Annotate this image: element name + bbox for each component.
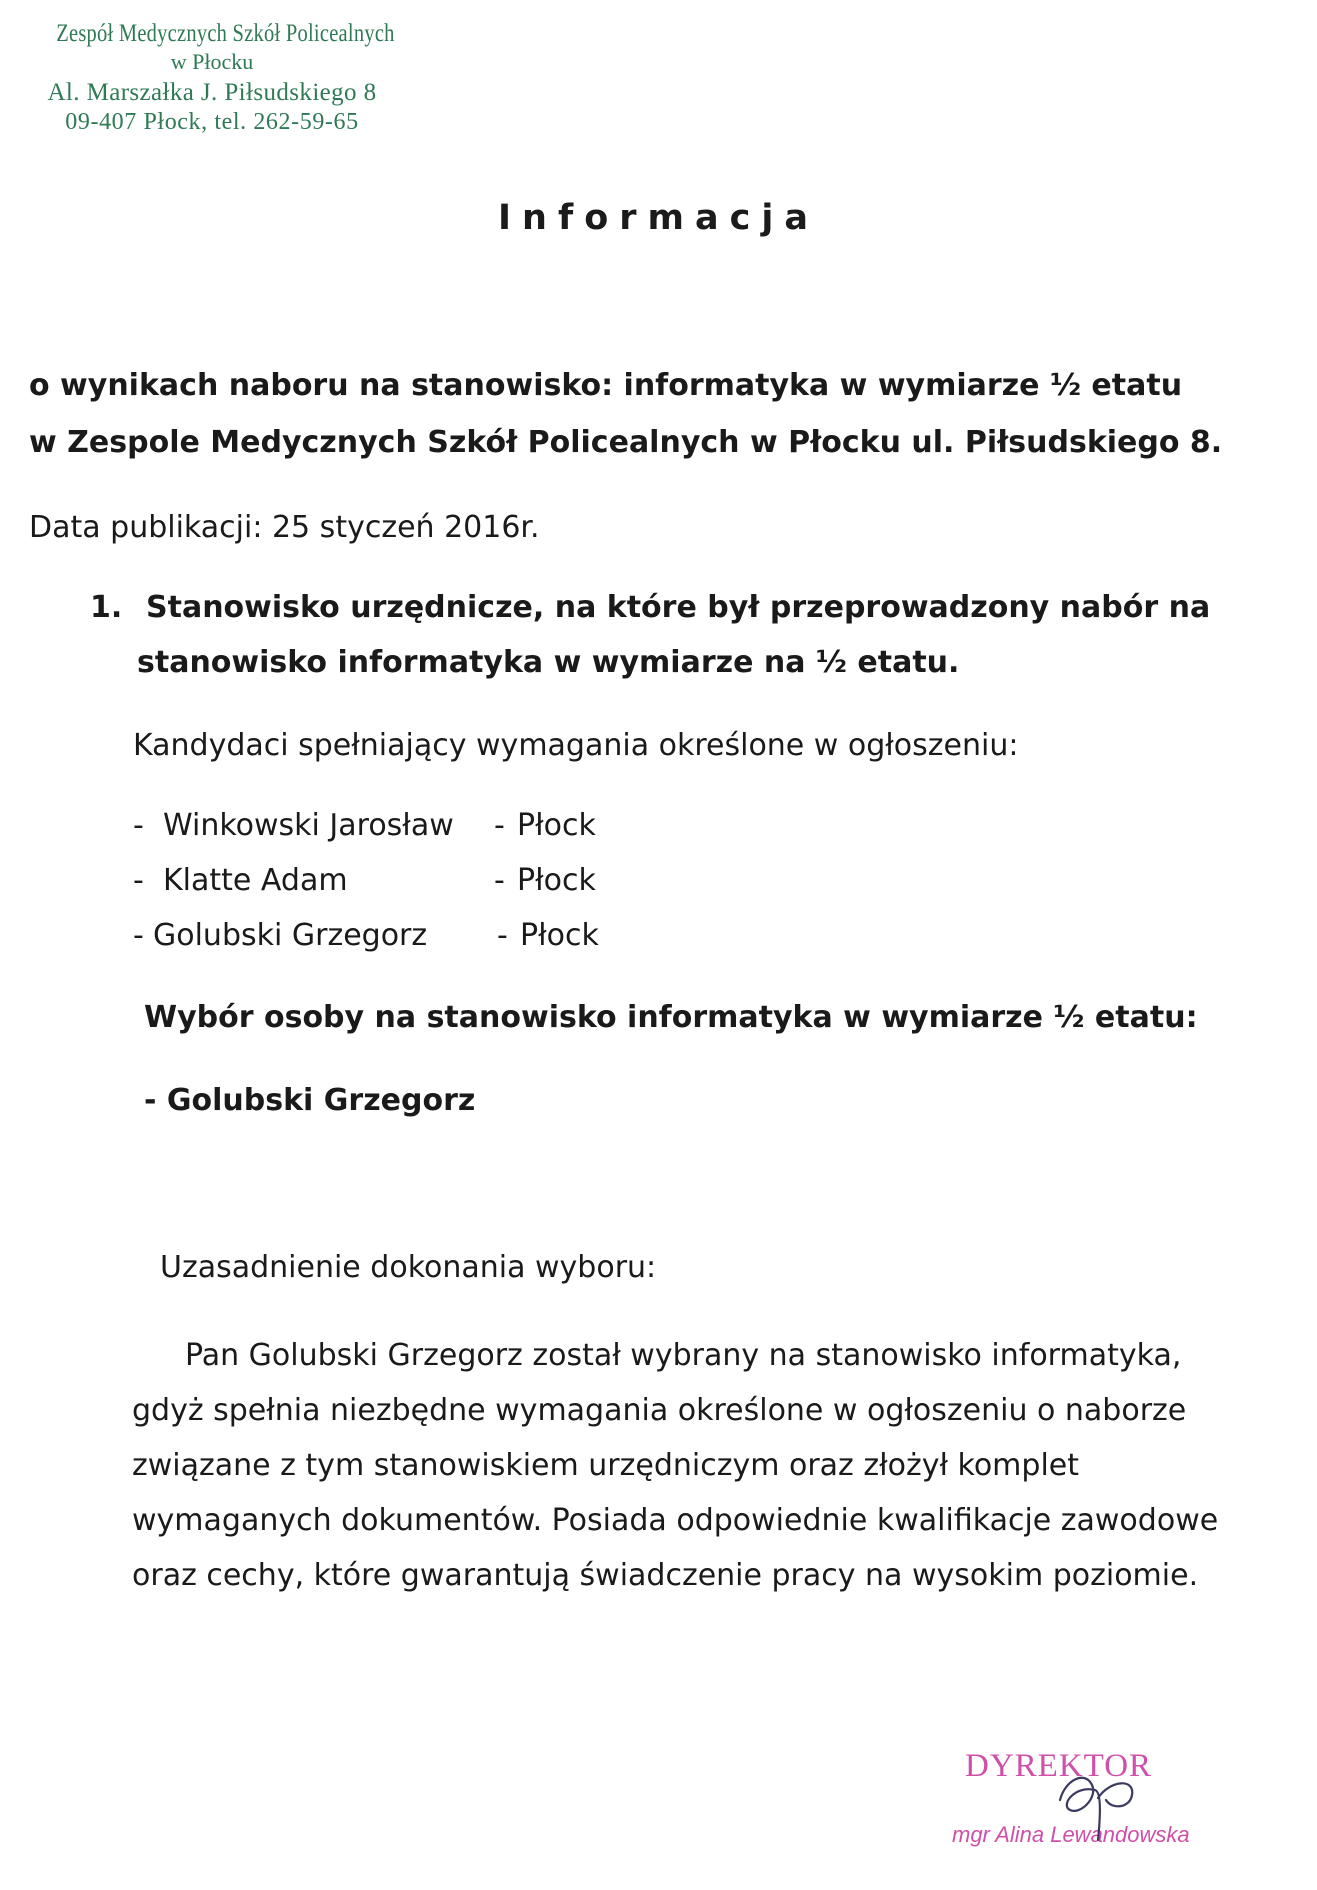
section-heading-line-1: Stanowisko urzędnicze, na które był przeprowadzony nabór na [146, 590, 1211, 625]
selection-heading: Wybór osoby na stanowisko informatyka w wymiarze ½ etatu: [144, 1000, 1198, 1035]
list-item-dash: - [133, 918, 144, 953]
list-item-dash: - [494, 808, 505, 843]
header-line-1: o wynikach naboru na stanowisko: informatyka w wymiarze ½ etatu [29, 368, 1183, 403]
section-heading-line-2: stanowisko informatyka w wymiarze na ½ etatu. [137, 645, 960, 680]
list-item-dash: - [494, 863, 505, 898]
justification-heading: Uzasadnienie dokonania wyboru: [160, 1250, 657, 1285]
justification-line: oraz cechy, które gwarantują świadczenie pracy na wysokim poziomie. [132, 1558, 1199, 1593]
director-stamp-title: DYREKTOR [965, 1748, 1153, 1784]
candidates-intro: Kandydaci spełniający wymagania określone w ogłoszeniu: [133, 728, 1019, 763]
candidate-name: Winkowski Jarosław [163, 808, 454, 843]
justification-paragraph [132, 1328, 1292, 1603]
justification-line: gdyż spełnia niezbędne wymagania określone w ogłoszeniu o naborze [132, 1393, 1187, 1428]
list-item-dash: - [133, 808, 144, 843]
document-title: Informacja [498, 198, 819, 238]
list-item-dash: - [133, 863, 144, 898]
candidate-city: Płock [520, 918, 599, 953]
director-stamp-name: mgr Alina Lewandowska [952, 1822, 1190, 1847]
list-item-dash: - [497, 918, 508, 953]
justification-line: związane z tym stanowiskiem urzędniczym oraz złożył komplet [132, 1448, 1079, 1483]
header-line-2: w Zespole Medycznych Szkół Policealnych w Płocku ul. Piłsudskiego 8. [29, 425, 1223, 460]
candidate-city: Płock [517, 808, 596, 843]
stamp-city: w Płocku [170, 49, 254, 74]
candidate-name: Golubski Grzegorz [153, 918, 428, 953]
section-number: 1. [90, 590, 123, 625]
publication-date: Data publikacji: 25 styczeń 2016r. [29, 510, 540, 545]
candidate-city: Płock [517, 863, 596, 898]
justification-line: wymaganych dokumentów. Posiada odpowiednie kwalifikacje zawodowe [132, 1503, 1219, 1538]
stamp-school-name: Zespół Medycznych Szkół Policealnych [56, 20, 395, 47]
stamp-postal-phone: 09-407 Płock, tel. 262-59-65 [65, 109, 359, 135]
handwritten-signature-icon [1040, 1740, 1170, 1850]
candidate-name: Klatte Adam [163, 863, 348, 898]
selected-candidate: - Golubski Grzegorz [144, 1083, 476, 1118]
justification-line: Pan Golubski Grzegorz został wybrany na stanowisko informatyka, [185, 1338, 1182, 1373]
school-stamp [22, 20, 402, 136]
stamp-address: Al. Marszałka J. Piłsudskiego 8 [47, 79, 377, 106]
